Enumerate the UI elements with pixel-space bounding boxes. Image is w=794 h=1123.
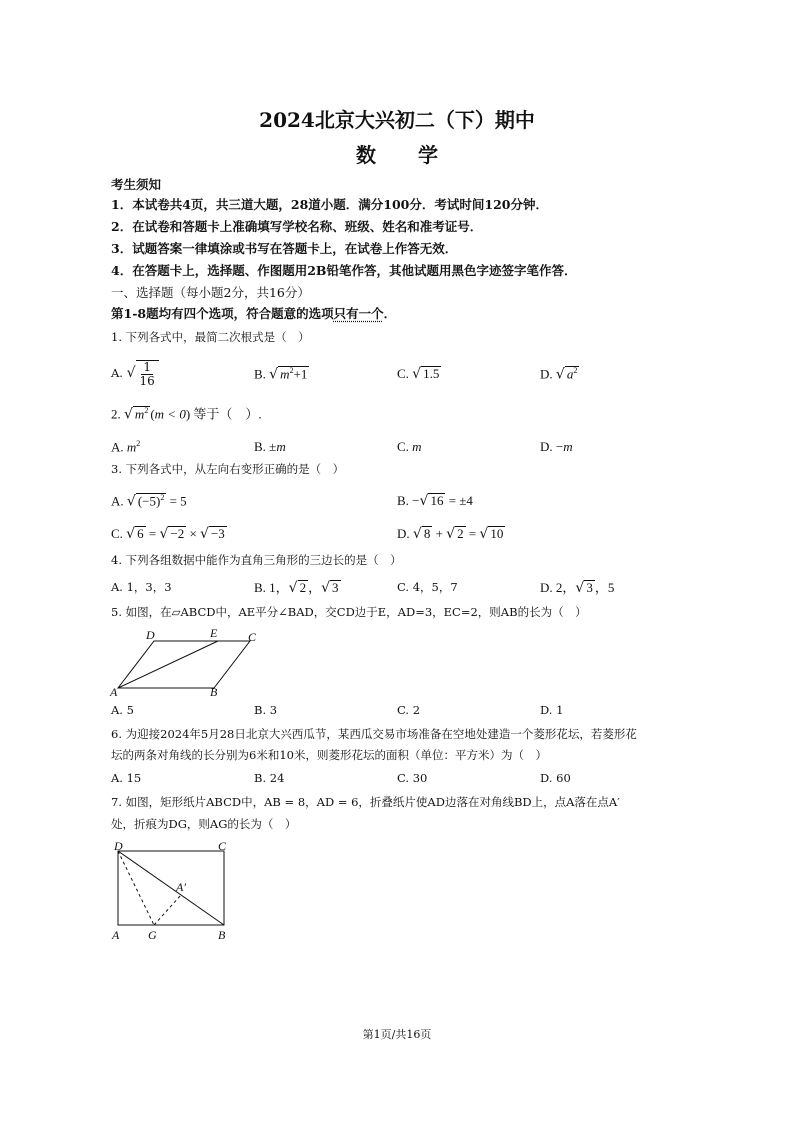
q3-option-d: D. √ 8 + √ 2 = √ 10	[397, 526, 504, 542]
q2-stem-suffix: 等于（ ）.	[193, 406, 262, 422]
q2-c-label: C.	[397, 439, 409, 454]
q3-option-a: A. √ $(-5)^2 = 5$	[111, 493, 187, 510]
q4-option-d: D. 2，√ 3 ，5	[540, 580, 615, 596]
q6-line-1: 6. 为迎接2024年5月28日北京大兴西瓜节，某西瓜交易市场准备在空地处建造一个菱形花坛，若菱形花	[111, 727, 637, 741]
q2-c-var: m	[412, 439, 422, 454]
instruction-emphasis: 只有一个	[333, 306, 384, 321]
q2-option-c	[397, 439, 422, 455]
q7-label-b: B	[218, 928, 226, 942]
q3-d-eq: =	[468, 526, 477, 541]
q7-label-c: C	[218, 840, 227, 853]
q1-c-expr: 1.5	[423, 366, 440, 381]
page-footer: 第1页/共16页	[362, 1028, 432, 1041]
q2-stem: 2. √ $m^2$ (m < 0) 等于（ ）.	[111, 406, 262, 423]
q3-b-result: = ±4	[448, 493, 473, 508]
q3-option-c: C. √ 6 = √ −2 × √ −3	[111, 526, 225, 542]
q7-rectangle-figure	[108, 840, 238, 945]
q1-d-var: a	[566, 366, 574, 382]
q4-d-three: 3	[586, 580, 593, 595]
q7-diagonal-bd	[118, 851, 224, 925]
q5-option-d: D. 1	[540, 703, 564, 717]
q7-line-1: 7. 如图，矩形纸片ABCD中，AB = 8，AD = 6，折叠纸片使AD边落在对角线BD上，点A落在点A′	[111, 795, 620, 809]
section-instruction	[111, 306, 396, 322]
q4-b-three: 3	[332, 580, 339, 595]
q3-d-left: 8	[423, 526, 431, 541]
q5-label-d: D	[146, 628, 155, 642]
q5-segment-ae	[118, 641, 218, 688]
q4-stem: 4. 下列各组数据中能作为直角三角形的三边长的是（ ）	[111, 553, 402, 567]
q4-option-c: C. 4，5，7	[397, 580, 458, 594]
q4-d-label: D. 2，	[540, 580, 576, 595]
q3-c-right: −3	[210, 526, 225, 541]
q4-d-five: ，5	[594, 580, 615, 595]
q3-d-right: 10	[490, 526, 504, 541]
q5-parallelogram	[118, 641, 250, 688]
q3-stem: 3. 下列各式中，从左向右变形正确的是（ ）	[111, 462, 345, 476]
q3-c-times: ×	[189, 526, 197, 541]
q1-b-plus: +1	[293, 366, 308, 382]
q6-option-d: D. 60	[540, 771, 571, 785]
q5-label-c: C	[248, 630, 257, 644]
q2-a-var: m	[126, 439, 137, 455]
q3-d-label: D.	[397, 526, 410, 541]
q7-fold-dg	[118, 851, 154, 925]
q4-option-a: A. 1，3，3	[111, 580, 172, 594]
q3-a-label: A.	[111, 493, 124, 509]
notice-item-1: 1．本试卷共4页，共三道大题，28道小题．满分100分．考试时间120分钟．	[111, 197, 548, 212]
q3-b-expr: 16	[430, 493, 444, 508]
q2-b-label: B. ±	[254, 439, 277, 454]
q3-a-expr: (−5)	[137, 493, 161, 509]
q3-d-plus: +	[435, 526, 443, 541]
notice-item-2: 2．在试卷和答题卡上准确填写学校名称、班级、姓名和准考证号．	[111, 219, 483, 234]
q5-label-e: E	[210, 626, 218, 640]
q1-b-label: B.	[254, 366, 266, 382]
q5-option-b: B. 3	[254, 703, 278, 717]
q1-a-den: 16	[139, 373, 155, 388]
q3-d-mid: 2	[457, 526, 464, 541]
q6-line-2: 坛的两条对角线的长分别为6米和10米，则菱形花坛的面积（单位：平方米）为（ ）	[111, 748, 547, 762]
exam-title: 2024北京大兴初二（下）期中	[259, 108, 535, 132]
q1-option-b: B. √ $m^2+1$	[254, 366, 308, 383]
q3-c-label: C.	[111, 526, 123, 541]
q7-label-g: G	[148, 928, 157, 942]
q6-option-b: B. 24	[254, 771, 285, 785]
q2-a-label: A.	[111, 439, 124, 455]
q3-c-eq: =	[148, 526, 157, 541]
notice-item-3: 3．试题答案一律填涂或书写在答题卡上，在试卷上作答无效．	[111, 241, 458, 256]
notice-item-4: 4．在答题卡上，选择题、作图题用2B铅笔作答，其他试题用黑色字迹签字笔作答．	[111, 263, 577, 278]
section-heading: 一、选择题（每小题2分，共16分）	[111, 285, 310, 300]
q7-line-2: 处，折痕为DG，则AG的长为（ ）	[111, 817, 297, 831]
q7-label-a: A	[112, 928, 120, 942]
q2-var: m	[134, 406, 145, 422]
exam-subject: 数学	[356, 143, 480, 167]
q5-label-a: A	[110, 685, 118, 698]
q2-b-var: m	[276, 439, 286, 454]
q3-b-label: B. −	[397, 493, 420, 508]
q3-option-b: B. −√ 16 = ±4	[397, 493, 473, 509]
q3-a-result: = 5	[169, 493, 187, 509]
q4-b-label: B. 1，	[254, 580, 289, 595]
q2-d-label: D. −	[540, 439, 564, 454]
q2-option-d	[540, 439, 573, 455]
q1-stem: 1. 下列各式中，最简二次根式是（ ）	[111, 330, 310, 344]
instruction-prefix: 第1-8题均有四个选项，符合题意的选项	[111, 306, 334, 321]
q3-c-left: 6	[137, 526, 144, 541]
q1-option-a: A. √ $\frac{1}{16}$	[111, 360, 159, 387]
q2-option-a: A. $m^2$	[111, 439, 141, 455]
q6-option-a: A. 15	[111, 771, 142, 785]
q2-cond: m < 0	[154, 406, 186, 422]
q1-option-c: C. √ 1.5	[397, 366, 440, 382]
q2-option-b	[254, 439, 286, 455]
notice-heading: 考生须知	[111, 177, 162, 192]
q7-label-d: D	[114, 840, 123, 853]
q1-d-label: D.	[540, 366, 553, 382]
q4-option-b: B. 1，√ 2 ，√ 3	[254, 580, 339, 596]
q3-c-mid: −2	[170, 526, 185, 541]
q5-option-c: C. 2	[397, 703, 421, 717]
q5-label-b: B	[210, 685, 218, 698]
q1-c-label: C.	[397, 366, 409, 381]
q4-b-two: 2	[299, 580, 307, 595]
q5-option-a: A. 5	[111, 703, 134, 717]
q7-label-a-prime: A′	[176, 880, 186, 894]
q1-b-var: m	[280, 366, 290, 382]
q1-option-d: D. √ $a^2$	[540, 366, 578, 383]
q5-stem: 5. 如图，在▱ABCD中，AE平分∠BAD，交CD边于E，AD=3，EC=2，则AB的长为（ ）	[111, 605, 587, 619]
q1-a-num: 1	[143, 360, 151, 374]
q2-d-var: m	[563, 439, 573, 454]
instruction-suffix: ．	[383, 306, 397, 321]
q4-b-sep: ，	[308, 580, 322, 595]
q1-a-label: A.	[111, 366, 123, 381]
q7-segment-ga1	[154, 895, 181, 925]
q5-parallelogram-figure	[108, 624, 268, 698]
q6-option-c: C. 30	[397, 771, 428, 785]
